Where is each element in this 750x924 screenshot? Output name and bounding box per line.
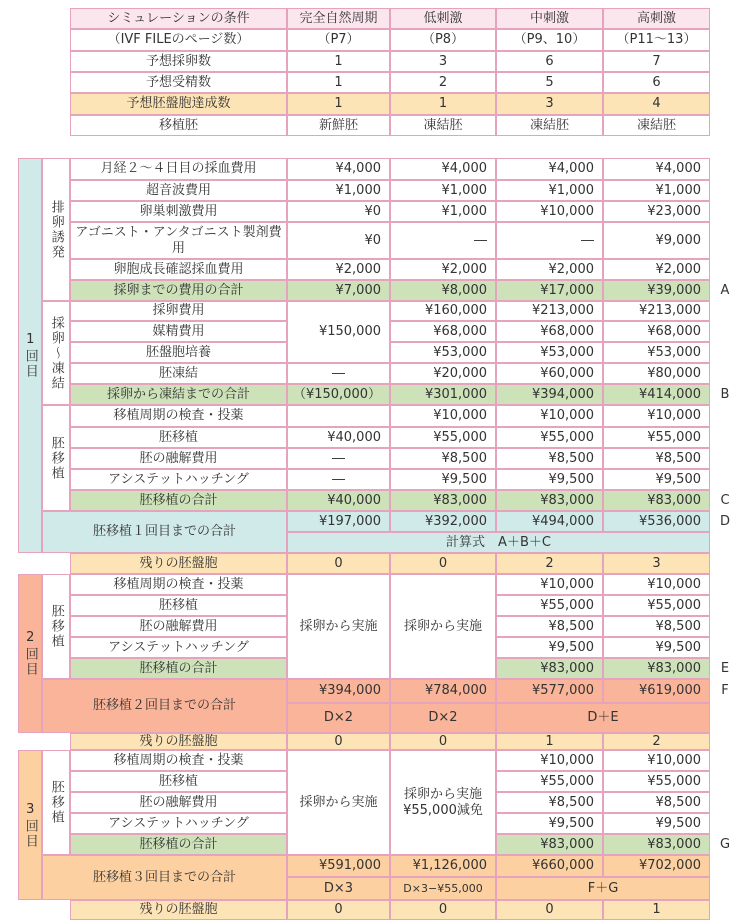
- formula-cell: D×3−¥55,000: [390, 877, 496, 900]
- cost-cell: ¥39,000: [603, 280, 710, 301]
- cost-cell: ¥8,500: [603, 792, 710, 813]
- cost-cell: ¥68,000: [603, 321, 710, 342]
- cost-cell: ¥53,000: [390, 342, 496, 363]
- cost-cell: ¥83,000: [603, 490, 710, 511]
- cost-cell: ¥213,000: [603, 301, 710, 321]
- cost-cell: ¥394,000: [496, 384, 603, 405]
- cost-cell: ¥68,000: [496, 321, 603, 342]
- cost-cell: [287, 405, 390, 427]
- cost-cell: ¥2,000: [496, 259, 603, 280]
- note-cell: 採卵から実施: [287, 574, 390, 679]
- row-label: 移植周期の検査・投薬: [70, 750, 287, 771]
- cost-cell: ¥394,000: [287, 679, 390, 703]
- header-value: 高刺激: [603, 8, 710, 29]
- cost-cell: ¥8,500: [603, 448, 710, 469]
- cost-cell: ¥392,000: [390, 511, 496, 532]
- row-tag: F: [721, 683, 729, 699]
- row-tag: D: [719, 513, 730, 529]
- count-cell: 0: [287, 553, 390, 574]
- cost-cell: ¥2,000: [390, 259, 496, 280]
- formula-cell: D×3: [287, 877, 390, 900]
- count-cell: 3: [603, 553, 710, 574]
- cost-cell: ¥591,000: [287, 855, 390, 877]
- cost-cell: ¥17,000: [496, 280, 603, 301]
- cost-cell: ¥8,000: [390, 280, 496, 301]
- count-cell: 1: [496, 733, 603, 750]
- cost-cell: ¥784,000: [390, 679, 496, 703]
- row-tag: A: [720, 282, 730, 298]
- cost-cell: ¥9,500: [496, 469, 603, 490]
- note-cell: 採卵から実施: [287, 750, 390, 855]
- cost-cell: ¥55,000: [390, 427, 496, 448]
- cost-cell: ¥83,000: [496, 658, 603, 679]
- cost-cell: ¥9,500: [496, 813, 603, 834]
- header-value: 中刺激: [496, 8, 603, 29]
- cost-cell: ―: [287, 469, 390, 490]
- row-label: 胚移植の合計: [70, 658, 287, 679]
- cost-cell: ¥10,000: [496, 750, 603, 771]
- cost-cell: ¥55,000: [603, 595, 710, 616]
- cost-cell: ¥9,500: [603, 813, 710, 834]
- cost-cell: ¥702,000: [603, 855, 710, 877]
- cost-cell: ¥83,000: [496, 834, 603, 855]
- cost-cell: ¥68,000: [390, 321, 496, 342]
- cost-cell: ¥9,500: [390, 469, 496, 490]
- formula-cell: 計算式 A＋B＋C: [287, 532, 710, 553]
- count-cell: 0: [390, 900, 496, 920]
- cost-cell: ¥197,000: [287, 511, 390, 532]
- count-cell: 0: [287, 733, 390, 750]
- header-value: 完全自然周期: [287, 8, 390, 29]
- count-cell: 0: [287, 900, 390, 920]
- cost-cell: ¥8,500: [603, 616, 710, 637]
- header-value: 6: [496, 51, 603, 72]
- header-label: （IVF FILEのページ数）: [70, 29, 287, 51]
- header-label: 移植胚: [70, 115, 287, 136]
- cost-cell: ¥10,000: [496, 574, 603, 595]
- row-label: 残りの胚盤胞: [70, 733, 287, 750]
- row-label: アシステットハッチング: [70, 637, 287, 658]
- row-label: 月経２～４日目の採血費用: [70, 158, 287, 180]
- count-cell: 2: [496, 553, 603, 574]
- row-tag: B: [720, 386, 730, 402]
- header-value: （P8）: [390, 29, 496, 51]
- cost-cell: ¥0: [287, 222, 390, 259]
- cost-cell: ¥8,500: [496, 616, 603, 637]
- row-label: 胚凍結: [70, 363, 287, 384]
- row-label: アシステットハッチング: [70, 813, 287, 834]
- cost-cell: ¥2,000: [603, 259, 710, 280]
- cost-cell: ¥55,000: [496, 427, 603, 448]
- header-value: （P11～13）: [603, 29, 710, 51]
- row-label: 胚移植: [70, 427, 287, 448]
- header-value: （P7）: [287, 29, 390, 51]
- header-value: 3: [496, 93, 603, 115]
- cost-cell: ¥40,000: [287, 490, 390, 511]
- row-label: 胚移植２回目までの合計: [42, 679, 287, 733]
- cost-cell: ¥1,126,000: [390, 855, 496, 877]
- cost-cell: ¥55,000: [496, 771, 603, 792]
- header-value: 7: [603, 51, 710, 72]
- row-label: 採卵費用: [70, 301, 287, 321]
- round-label: 1回目: [18, 158, 42, 553]
- header-value: 新鮮胚: [287, 115, 390, 136]
- row-label: 胚の融解費用: [70, 448, 287, 469]
- cost-cell: ―: [390, 222, 496, 259]
- cost-cell: ¥2,000: [287, 259, 390, 280]
- row-label: アゴニスト・アンタゴニスト製剤費用: [70, 222, 287, 259]
- count-cell: 0: [390, 553, 496, 574]
- row-label: 胚の融解費用: [70, 792, 287, 813]
- cost-cell: ¥83,000: [603, 834, 710, 855]
- header-value: （P9、10）: [496, 29, 603, 51]
- section-label-ovulation: 排卵誘発: [42, 158, 70, 301]
- row-label: 残りの胚盤胞: [70, 900, 287, 920]
- cost-cell: ―: [496, 222, 603, 259]
- section-label-transfer: 胚移植: [42, 750, 70, 855]
- row-label: 卵胞成長確認採血費用: [70, 259, 287, 280]
- cost-cell: ¥8,500: [496, 792, 603, 813]
- cost-cell: ¥10,000: [390, 405, 496, 427]
- cost-cell: ¥1,000: [390, 201, 496, 222]
- cost-cell: ¥10,000: [496, 201, 603, 222]
- cost-cell: ¥1,000: [496, 180, 603, 201]
- note-cell: 採卵から実施: [390, 574, 496, 679]
- cost-cell: ¥8,500: [496, 448, 603, 469]
- header-value: 1: [287, 72, 390, 93]
- row-label: 採卵までの費用の合計: [70, 280, 287, 301]
- cost-cell: ¥10,000: [496, 405, 603, 427]
- row-tag: C: [720, 492, 730, 508]
- round-label: 3回目: [18, 750, 42, 900]
- header-label: 予想受精数: [70, 72, 287, 93]
- cost-cell: ¥53,000: [603, 342, 710, 363]
- cost-cell: ―: [287, 448, 390, 469]
- cost-cell: （¥150,000）: [287, 384, 390, 405]
- cost-cell: ¥83,000: [496, 490, 603, 511]
- section-label-transfer: 胚移植: [42, 405, 70, 511]
- header-value: 4: [603, 93, 710, 115]
- cost-cell: ¥414,000: [603, 384, 710, 405]
- cost-cell: ¥10,000: [603, 750, 710, 771]
- row-label: 胚の融解費用: [70, 616, 287, 637]
- header-label: 予想採卵数: [70, 51, 287, 72]
- cost-cell: ¥8,500: [390, 448, 496, 469]
- conditions-heading: シミュレーションの条件: [70, 8, 287, 29]
- row-label: 胚移植: [70, 771, 287, 792]
- cost-cell: ¥55,000: [603, 427, 710, 448]
- formula-cell: D×2: [390, 703, 496, 733]
- cost-cell: ¥53,000: [496, 342, 603, 363]
- header-value: 低刺激: [390, 8, 496, 29]
- row-tag: G: [719, 836, 731, 852]
- row-label: 胚盤胞培養: [70, 342, 287, 363]
- cost-cell: ¥80,000: [603, 363, 710, 384]
- cost-cell: ¥23,000: [603, 201, 710, 222]
- cost-cell: ¥160,000: [390, 301, 496, 321]
- cost-cell: ―: [287, 363, 390, 384]
- formula-cell: D＋E: [496, 703, 710, 733]
- cost-cell: ¥1,000: [390, 180, 496, 201]
- cost-cell: ¥0: [287, 201, 390, 222]
- row-label: 卵巣刺激費用: [70, 201, 287, 222]
- cost-cell: ¥577,000: [496, 679, 603, 703]
- header-value: 1: [287, 93, 390, 115]
- cost-cell: ¥494,000: [496, 511, 603, 532]
- formula-cell: D×2: [287, 703, 390, 733]
- cost-cell: ¥40,000: [287, 427, 390, 448]
- cost-cell: ¥83,000: [603, 658, 710, 679]
- row-label: 採卵から凍結までの合計: [70, 384, 287, 405]
- cost-cell: ¥150,000: [287, 301, 390, 363]
- round-label: 2回目: [18, 574, 42, 733]
- count-cell: 2: [603, 733, 710, 750]
- cost-cell: ¥55,000: [496, 595, 603, 616]
- cost-cell: ¥1,000: [603, 180, 710, 201]
- cost-cell: ¥60,000: [496, 363, 603, 384]
- cost-cell: ¥213,000: [496, 301, 603, 321]
- section-label-retrieval: 採卵～凍結: [42, 301, 70, 405]
- count-cell: 0: [496, 900, 603, 920]
- note-cell: 採卵から実施 ¥55,000減免: [390, 750, 496, 855]
- row-label: 胚移植: [70, 595, 287, 616]
- header-value: 凍結胚: [496, 115, 603, 136]
- cost-cell: ¥4,000: [390, 158, 496, 180]
- formula-cell: F＋G: [496, 877, 710, 900]
- cost-cell: ¥83,000: [390, 490, 496, 511]
- section-label-transfer: 胚移植: [42, 574, 70, 679]
- header-value: 2: [390, 72, 496, 93]
- count-cell: 1: [603, 900, 710, 920]
- header-value: 1: [390, 93, 496, 115]
- header-value: 6: [603, 72, 710, 93]
- cost-cell: ¥20,000: [390, 363, 496, 384]
- cost-cell: ¥536,000: [603, 511, 710, 532]
- cost-cell: ¥619,000: [603, 679, 710, 703]
- row-label: 残りの胚盤胞: [70, 553, 287, 574]
- header-value: 凍結胚: [603, 115, 710, 136]
- header-value: 凍結胚: [390, 115, 496, 136]
- header-value: 3: [390, 51, 496, 72]
- row-label: 胚移植１回目までの合計: [42, 511, 287, 553]
- cost-cell: ¥660,000: [496, 855, 603, 877]
- cost-cell: ¥4,000: [496, 158, 603, 180]
- row-label: 媒精費用: [70, 321, 287, 342]
- header-label: 予想胚盤胞達成数: [70, 93, 287, 115]
- row-label: 胚移植の合計: [70, 834, 287, 855]
- cost-cell: ¥9,500: [496, 637, 603, 658]
- cost-cell: ¥4,000: [603, 158, 710, 180]
- row-tag: E: [720, 660, 730, 676]
- cost-cell: ¥4,000: [287, 158, 390, 180]
- row-label: 超音波費用: [70, 180, 287, 201]
- header-value: 5: [496, 72, 603, 93]
- cost-cell: ¥10,000: [603, 405, 710, 427]
- count-cell: 0: [390, 733, 496, 750]
- cost-cell: ¥55,000: [603, 771, 710, 792]
- row-label: 移植周期の検査・投薬: [70, 574, 287, 595]
- row-label: 胚移植３回目までの合計: [42, 855, 287, 900]
- cost-cell: ¥9,500: [603, 637, 710, 658]
- cost-cell: ¥9,500: [603, 469, 710, 490]
- cost-cell: ¥10,000: [603, 574, 710, 595]
- cost-cell: ¥9,000: [603, 222, 710, 259]
- row-label: 移植周期の検査・投薬: [70, 405, 287, 427]
- row-label: 胚移植の合計: [70, 490, 287, 511]
- row-label: アシステットハッチング: [70, 469, 287, 490]
- cost-cell: ¥1,000: [287, 180, 390, 201]
- header-value: 1: [287, 51, 390, 72]
- cost-cell: ¥7,000: [287, 280, 390, 301]
- cost-cell: ¥301,000: [390, 384, 496, 405]
